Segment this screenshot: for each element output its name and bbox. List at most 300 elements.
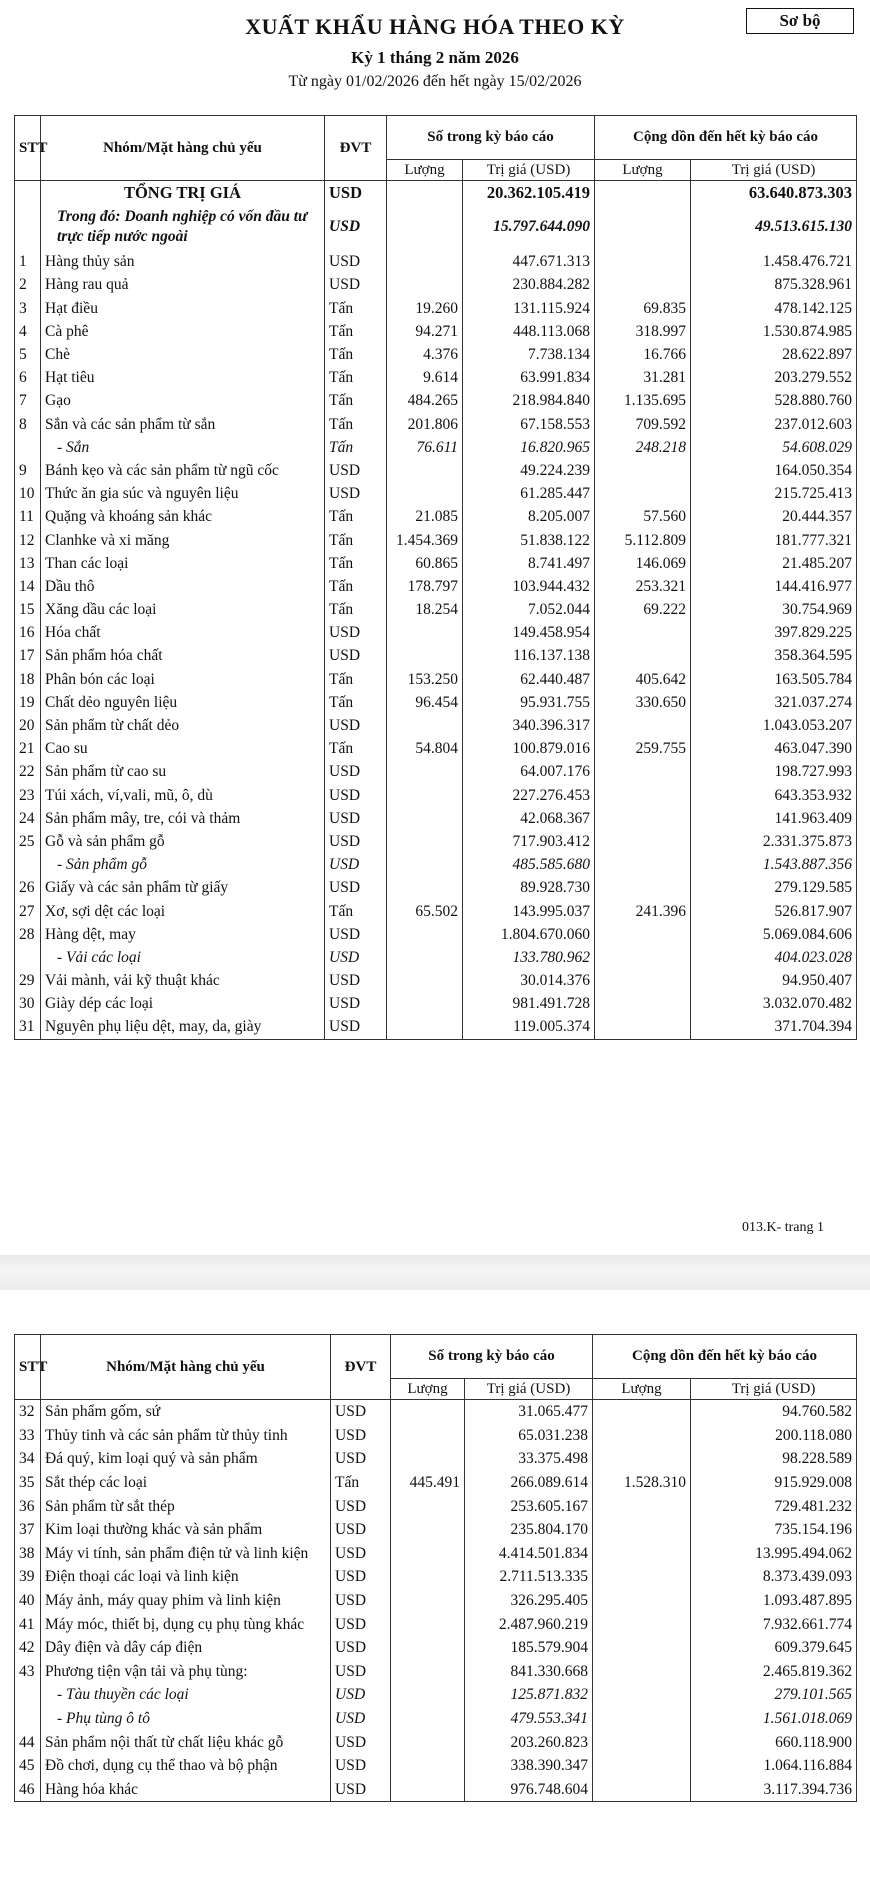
row-item-name: Quặng và khoáng sản khác [41,505,325,528]
row-period-value: 2.487.960.219 [465,1612,593,1636]
row-cumulative-qty: 146.069 [595,552,691,575]
row-stt: 41 [15,1612,41,1636]
header-item-name: Nhóm/Mặt hàng chủ yếu [41,116,325,181]
row-item-name: Máy ảnh, máy quay phim và linh kiện [41,1589,331,1613]
row-cumulative-qty: 259.755 [595,737,691,760]
row-item-name: Kim loại thường khác và sản phẩm [41,1518,331,1542]
row-period-qty: 19.260 [387,297,463,320]
row-unit: USD [331,1589,391,1613]
row-cumulative-qty [595,273,691,296]
row-period-qty [387,807,463,830]
row-cumulative-value: 526.817.907 [691,899,857,922]
row-unit: USD [325,853,387,876]
row-stt: 36 [15,1494,41,1518]
row-item-name: Sản phẩm từ sắt thép [41,1494,331,1518]
row-period-qty [387,644,463,667]
row-period-value: 717.903.412 [463,830,595,853]
row-period-value: 65.031.238 [465,1424,593,1448]
row-cumulative-value: 478.142.125 [691,297,857,320]
row-stt: 8 [15,413,41,436]
row-item-name: Sản phẩm từ chất dẻo [41,714,325,737]
row-cumulative-qty [595,784,691,807]
row-period-qty: 54.804 [387,737,463,760]
row-period-value: 62.440.487 [463,668,595,691]
row-cumulative-value: 181.777.321 [691,528,857,551]
table-row [15,250,857,273]
row-cumulative-qty [595,482,691,505]
row-item-name: Vải mành, vải kỹ thuật khác [41,969,325,992]
row-period-qty [391,1683,465,1707]
row-stt: 2 [15,273,41,296]
row-stt: 12 [15,528,41,551]
row-unit: Tấn [331,1471,391,1495]
row-period-qty [387,784,463,807]
table-row [15,668,857,691]
row-cumulative-qty [593,1778,691,1802]
row-cumulative-value: 1.093.487.895 [691,1589,857,1613]
row-cumulative-value: 729.481.232 [691,1494,857,1518]
header-period-group: Số trong kỳ báo cáo [391,1335,593,1379]
row-unit: USD [325,760,387,783]
row-period-value: 4.414.501.834 [465,1542,593,1566]
row-item-name: Cà phê [41,320,325,343]
table-row [15,946,857,969]
row-stt: 15 [15,598,41,621]
row-period-qty: 9.614 [387,366,463,389]
row-cumulative-qty: 405.642 [595,668,691,691]
header-period-qty: Lượng [387,160,463,181]
row-unit: Tấn [325,297,387,320]
row-period-qty [387,1015,463,1039]
row-stt [15,1683,41,1707]
row-period-qty [391,1400,465,1424]
table-row [15,760,857,783]
table-row [15,1518,857,1542]
row-period-value: 119.005.374 [463,1015,595,1039]
table-row [15,343,857,366]
row-period-qty: 1.454.369 [387,528,463,551]
row-period-qty [387,830,463,853]
row-stt: 28 [15,923,41,946]
table-row [15,1542,857,1566]
table-row [15,923,857,946]
row-stt: 7 [15,389,41,412]
row-cumulative-value: 198.727.993 [691,760,857,783]
table-row [15,366,857,389]
row-period-value: 15.797.644.090 [463,204,595,250]
row-cumulative-value: 144.416.977 [691,575,857,598]
header-unit: ĐVT [331,1335,391,1400]
row-unit: USD [325,644,387,667]
row-period-qty: 65.502 [387,899,463,922]
row-item-name: Bánh kẹo và các sản phẩm từ ngũ cốc [41,459,325,482]
table-row [15,598,857,621]
row-item-name: Đá quý, kim loại quý và sản phẩm [41,1447,331,1471]
table-row [15,737,857,760]
row-period-qty: 60.865 [387,552,463,575]
row-cumulative-value: 237.012.603 [691,413,857,436]
row-cumulative-value: 49.513.615.130 [691,204,857,250]
row-period-value: 447.671.313 [463,250,595,273]
row-item-name: Giày dép các loại [41,992,325,1015]
row-period-value: 67.158.553 [463,413,595,436]
header-stt: STT [15,1335,41,1400]
row-period-value: 235.804.170 [465,1518,593,1542]
row-item-name: - Tàu thuyền các loại [41,1683,331,1707]
row-stt: 23 [15,784,41,807]
row-period-value: 1.804.670.060 [463,923,595,946]
table-row [15,482,857,505]
row-period-qty [387,923,463,946]
row-period-value: 51.838.122 [463,528,595,551]
row-cumulative-value: 735.154.196 [691,1518,857,1542]
row-unit: USD [325,621,387,644]
row-period-value: 20.362.105.419 [463,181,595,205]
row-cumulative-value: 2.465.819.362 [691,1660,857,1684]
row-period-qty [387,876,463,899]
header-period-qty: Lượng [391,1379,465,1400]
row-stt: 24 [15,807,41,830]
row-cumulative-qty [595,760,691,783]
table-row [15,552,857,575]
row-item-name: Sản phẩm từ cao su [41,760,325,783]
row-item-name: Máy vi tính, sản phẩm điện tử và linh kiện [41,1542,331,1566]
row-cumulative-value: 94.950.407 [691,969,857,992]
export-table-page-2 [14,1334,857,1802]
row-cumulative-value: 2.331.375.873 [691,830,857,853]
row-stt: 16 [15,621,41,644]
row-period-value: 31.065.477 [465,1400,593,1424]
row-period-qty: 21.085 [387,505,463,528]
table-row [15,969,857,992]
row-period-qty [387,273,463,296]
row-period-value: 841.330.668 [465,1660,593,1684]
row-unit: Tấn [325,505,387,528]
row-item-name: Cao su [41,737,325,760]
row-item-name: Phương tiện vận tải và phụ tùng: [41,1660,331,1684]
row-period-qty [391,1447,465,1471]
row-period-value: 326.295.405 [465,1589,593,1613]
row-unit: Tấn [325,668,387,691]
row-cumulative-qty [593,1754,691,1778]
row-period-value: 8.741.497 [463,552,595,575]
row-stt: 32 [15,1400,41,1424]
row-cumulative-qty: 31.281 [595,366,691,389]
row-stt: 3 [15,297,41,320]
row-item-name: Hóa chất [41,621,325,644]
row-period-value: 7.052.044 [463,598,595,621]
row-cumulative-qty [593,1707,691,1731]
row-period-qty [387,204,463,250]
row-item-name: Gạo [41,389,325,412]
table-row [15,459,857,482]
row-unit: USD [325,482,387,505]
row-period-value: 185.579.904 [465,1636,593,1660]
row-unit: Tấn [325,598,387,621]
row-cumulative-value: 215.725.413 [691,482,857,505]
page-1-footer: 013.K- trang 1 [741,1220,824,1235]
row-stt: 5 [15,343,41,366]
row-cumulative-value: 3.117.394.736 [691,1778,857,1802]
row-period-qty: 153.250 [387,668,463,691]
row-stt [15,853,41,876]
row-unit: USD [331,1400,391,1424]
row-item-name: Chè [41,343,325,366]
row-period-value: 218.984.840 [463,389,595,412]
header-item-name: Nhóm/Mặt hàng chủ yếu [41,1335,331,1400]
row-stt: 38 [15,1542,41,1566]
row-cumulative-value: 1.064.116.884 [691,1754,857,1778]
table-row [15,181,857,205]
row-unit: USD [325,273,387,296]
row-stt: 21 [15,737,41,760]
row-cumulative-qty [593,1683,691,1707]
row-unit: USD [325,459,387,482]
row-cumulative-qty [593,1400,691,1424]
row-unit: USD [325,969,387,992]
row-unit: USD [325,714,387,737]
row-period-value: 981.491.728 [463,992,595,1015]
row-item-name: Hàng dệt, may [41,923,325,946]
row-cumulative-qty [593,1636,691,1660]
table-row [15,992,857,1015]
row-unit: USD [331,1754,391,1778]
row-period-qty: 18.254 [387,598,463,621]
row-item-name: - Vải các loại [41,946,325,969]
row-period-value: 479.553.341 [465,1707,593,1731]
row-period-value: 266.089.614 [465,1471,593,1495]
row-period-qty [387,760,463,783]
row-cumulative-value: 141.963.409 [691,807,857,830]
row-cumulative-qty [593,1447,691,1471]
row-cumulative-value: 7.932.661.774 [691,1612,857,1636]
row-cumulative-value: 1.561.018.069 [691,1707,857,1731]
row-cumulative-qty [595,969,691,992]
row-unit: USD [331,1730,391,1754]
table-row [15,1471,857,1495]
row-stt: 39 [15,1565,41,1589]
preliminary-badge: Sơ bộ [746,8,854,34]
row-item-name: Than các loại [41,552,325,575]
row-cumulative-qty [595,853,691,876]
row-period-value: 485.585.680 [463,853,595,876]
row-cumulative-qty [595,992,691,1015]
row-unit: USD [331,1612,391,1636]
row-cumulative-value: 30.754.969 [691,598,857,621]
export-table-page-1 [14,115,857,1040]
row-stt: 11 [15,505,41,528]
row-stt: 22 [15,760,41,783]
row-cumulative-qty: 5.112.809 [595,528,691,551]
row-item-name: Túi xách, ví,vali, mũ, ô, dù [41,784,325,807]
row-stt: 1 [15,250,41,273]
row-period-value: 100.879.016 [463,737,595,760]
row-item-name: Hạt tiêu [41,366,325,389]
table-row [15,1400,857,1424]
row-unit: USD [331,1542,391,1566]
row-unit: USD [325,876,387,899]
row-stt [15,946,41,969]
row-item-name: Xăng dầu các loại [41,598,325,621]
row-period-qty [391,1730,465,1754]
table-row [15,784,857,807]
row-item-name: Sản phẩm nội thất từ chất liệu khác gỗ [41,1730,331,1754]
row-stt: 6 [15,366,41,389]
row-period-qty: 76.611 [387,436,463,459]
table-row [15,297,857,320]
row-period-qty [387,621,463,644]
table-row [15,830,857,853]
report-page-2 [0,1290,870,1882]
row-cumulative-qty [593,1518,691,1542]
row-cumulative-qty: 318.997 [595,320,691,343]
row-period-qty: 4.376 [387,343,463,366]
row-period-qty [387,459,463,482]
row-cumulative-value: 3.032.070.482 [691,992,857,1015]
row-item-name: Thức ăn gia súc và nguyên liệu [41,482,325,505]
row-cumulative-qty: 709.592 [595,413,691,436]
row-item-name: Thủy tinh và các sản phẩm từ thủy tinh [41,1424,331,1448]
row-period-qty: 178.797 [387,575,463,598]
row-period-qty [387,181,463,205]
row-unit: USD [325,923,387,946]
row-cumulative-qty [595,181,691,205]
row-stt: 44 [15,1730,41,1754]
row-stt [15,1707,41,1731]
row-cumulative-value: 164.050.354 [691,459,857,482]
row-cumulative-value: 200.118.080 [691,1424,857,1448]
row-unit: USD [325,181,387,205]
report-period: Kỳ 1 tháng 2 năm 2026 [351,48,519,67]
row-cumulative-qty: 1.135.695 [595,389,691,412]
row-unit: Tấn [325,575,387,598]
row-cumulative-qty [595,459,691,482]
row-cumulative-value: 358.364.595 [691,644,857,667]
row-stt: 40 [15,1589,41,1613]
table-row [15,644,857,667]
row-period-value: 16.820.965 [463,436,595,459]
row-period-qty [387,853,463,876]
header-stt: STT [15,116,41,181]
row-unit: USD [325,807,387,830]
row-period-value: 63.991.834 [463,366,595,389]
row-period-value: 125.871.832 [465,1683,593,1707]
row-stt: 20 [15,714,41,737]
header-cumulative-group: Cộng dồn đến hết kỳ báo cáo [593,1335,857,1379]
row-period-value: 149.458.954 [463,621,595,644]
row-cumulative-qty [595,204,691,250]
row-item-name: - Sản phẩm gỗ [41,853,325,876]
row-cumulative-value: 1.458.476.721 [691,250,857,273]
row-stt: 18 [15,668,41,691]
row-unit: Tấn [325,737,387,760]
row-cumulative-qty [593,1542,691,1566]
row-cumulative-qty [595,876,691,899]
row-stt: 17 [15,644,41,667]
row-period-qty: 201.806 [387,413,463,436]
row-item-name: Hàng thủy sản [41,250,325,273]
table-row [15,1707,857,1731]
row-stt: 26 [15,876,41,899]
table-row [15,1636,857,1660]
row-cumulative-qty: 69.222 [595,598,691,621]
row-item-name: Chất dẻo nguyên liệu [41,691,325,714]
row-cumulative-value: 404.023.028 [691,946,857,969]
row-period-value: 131.115.924 [463,297,595,320]
row-cumulative-value: 915.929.008 [691,1471,857,1495]
row-period-qty [391,1565,465,1589]
row-stt: 19 [15,691,41,714]
row-unit: USD [331,1424,391,1448]
row-stt [15,181,41,205]
row-period-value: 64.007.176 [463,760,595,783]
row-item-name: Clanhke và xi măng [41,528,325,551]
report-date-range: Từ ngày 01/02/2026 đến hết ngày 15/02/2026 [288,73,582,90]
row-period-value: 7.738.134 [463,343,595,366]
row-period-qty [391,1636,465,1660]
row-period-qty [387,250,463,273]
row-cumulative-value: 875.328.961 [691,273,857,296]
row-cumulative-value: 21.485.207 [691,552,857,575]
row-stt: 43 [15,1660,41,1684]
row-period-value: 227.276.453 [463,784,595,807]
report-title: XUẤT KHẨU HÀNG HÓA THEO KỲ [245,14,625,39]
row-item-name: Sắt thép các loại [41,1471,331,1495]
row-cumulative-value: 660.118.900 [691,1730,857,1754]
table-row [15,575,857,598]
row-cumulative-value: 54.608.029 [691,436,857,459]
row-item-name: Dây điện và dây cáp điện [41,1636,331,1660]
row-stt: 27 [15,899,41,922]
row-item-name: Sắn và các sản phẩm từ sắn [41,413,325,436]
row-period-value: 230.884.282 [463,273,595,296]
row-unit: USD [331,1518,391,1542]
row-item-name: Hàng hóa khác [41,1778,331,1802]
row-unit: USD [331,1707,391,1731]
row-period-value: 116.137.138 [463,644,595,667]
row-unit: USD [325,204,387,250]
header-cumulative-group: Cộng dồn đến hết kỳ báo cáo [595,116,857,160]
row-item-name: Hạt điều [41,297,325,320]
row-cumulative-value: 5.069.084.606 [691,923,857,946]
table-row [15,389,857,412]
row-unit: USD [331,1565,391,1589]
row-unit: Tấn [325,389,387,412]
row-cumulative-value: 1.530.874.985 [691,320,857,343]
row-period-qty [391,1518,465,1542]
table-row [15,1424,857,1448]
row-stt: 29 [15,969,41,992]
table-row [15,714,857,737]
row-unit: USD [331,1683,391,1707]
row-cumulative-value: 609.379.645 [691,1636,857,1660]
row-cumulative-value: 63.640.873.303 [691,181,857,205]
row-period-value: 89.928.730 [463,876,595,899]
row-cumulative-qty [593,1730,691,1754]
row-cumulative-qty [595,807,691,830]
row-period-qty: 96.454 [387,691,463,714]
row-stt: 9 [15,459,41,482]
row-cumulative-qty: 330.650 [595,691,691,714]
row-cumulative-qty [593,1589,691,1613]
row-cumulative-qty: 57.560 [595,505,691,528]
table-row [15,1015,857,1039]
table-row [15,204,857,250]
table-row [15,1778,857,1802]
row-cumulative-value: 98.228.589 [691,1447,857,1471]
row-item-name: Dầu thô [41,575,325,598]
header-period-value: Trị giá (USD) [465,1379,593,1400]
